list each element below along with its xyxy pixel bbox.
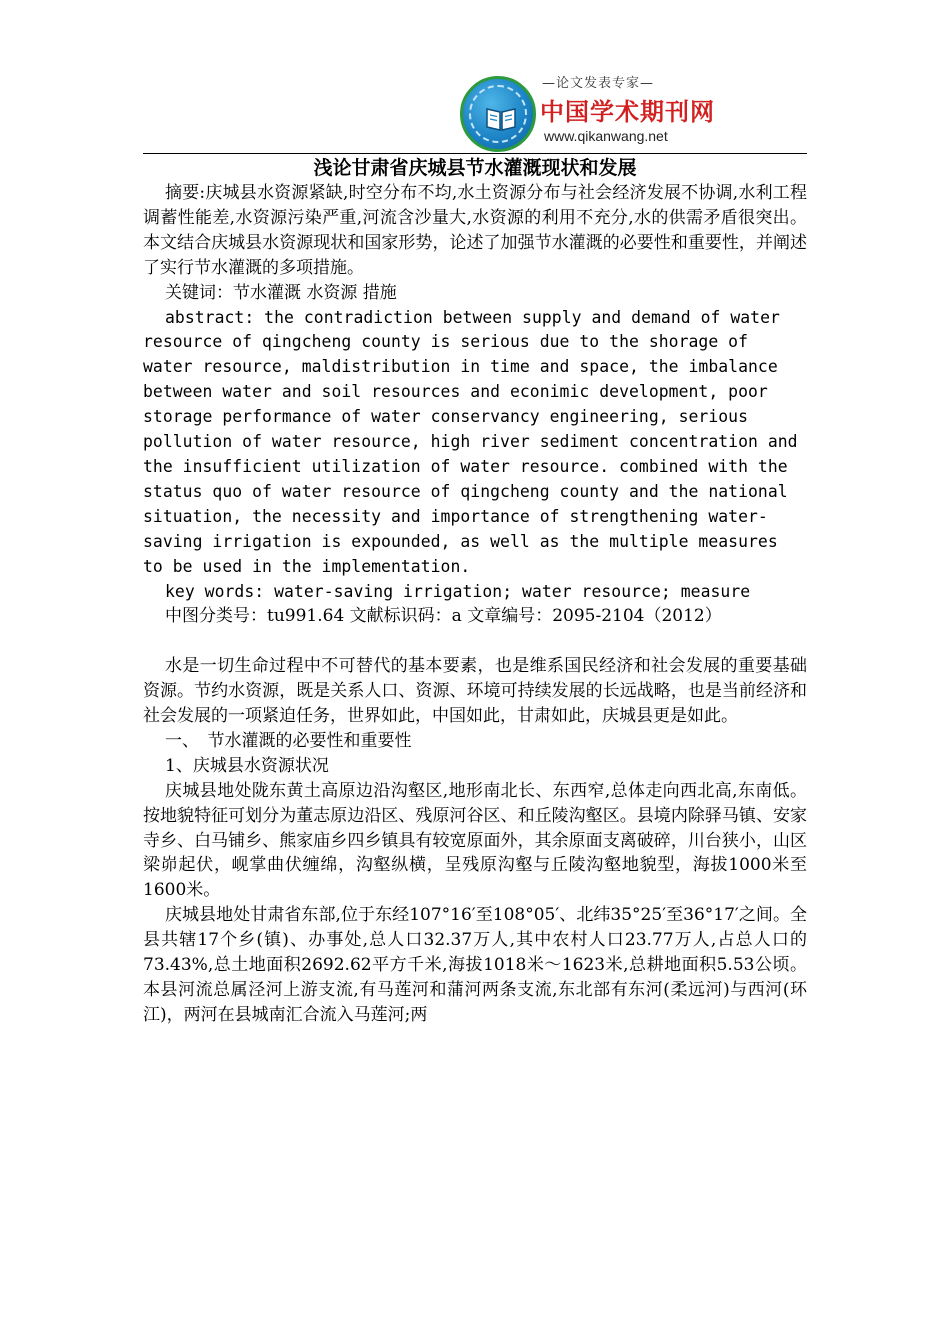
- logo-url: www.qikanwang.net: [544, 128, 668, 144]
- classification-info: 中图分类号：tu991.64 文献标识码：a 文章编号：2095-2104（2012）: [165, 606, 722, 627]
- subsection-heading: 1、庆城县水资源状况: [165, 755, 329, 776]
- keywords-en: key words: water-saving irrigation; water resource; measure: [165, 581, 751, 601]
- terrain-paragraph: 庆城县地处陇东黄土高原边沿沟壑区,地形南北长、东西窄,总体走向西北高,东南低。按地貌特征可划分为董志原边沿区、残原河谷区、和丘陵沟壑区。县境内除驿马镇、安家寺乡、白马铺乡、熊家庙乡四乡镇具有较宽原面外，其余原面支离破碎，川台狭小，山区梁峁起伏，岘掌曲伏缠绵，沟壑纵横，呈残原沟壑与丘陵沟壑地貌型，海拔1000米至1600米。: [143, 780, 807, 901]
- article-title: 浅论甘肃省庆城县节水灌溉现状和发展: [313, 157, 637, 179]
- logo-emblem: [460, 76, 536, 152]
- logo-brand-name: 中国学术期刊网: [540, 98, 715, 126]
- intro-paragraph: 水是一切生命过程中不可替代的基本要素，也是维系国民经济和社会发展的重要基础资源。节约水资源，既是关系人口、资源、环境可持续发展的长远战略，也是当前经济和社会发展的一项紧迫任务，世界如此，中国如此，甘肃如此，庆城县更是如此。: [143, 656, 807, 727]
- abstract-cn: 摘要:庆城县水资源紧缺,时空分布不均,水土资源分布与社会经济发展不协调,水利工程调蓄性能差,水资源污染严重,河流含沙量大,水资源的利用不充分,水的供需矛盾很突出。本文结合庆城县水资源现状和国家形势，论述了加强节水灌溉的必要性和重要性，并阐述了实行节水灌溉的多项措施。: [143, 183, 807, 278]
- open-book-logo-icon: [485, 103, 517, 133]
- site-logo[interactable]: [460, 70, 720, 154]
- abstract-en: abstract: the contradiction between supply and demand of water resource of qingcheng county is serious due to the shorage of water resource, maldistribution in time and space, the imbalance between water and soil resources and econimic development, poor storage performance of water conservancy engineering, serious pollution of water resource, high river sediment concentration and the insufficient utilization of water resource. combined with the status quo of water resource of qingcheng county and the national situation, the necessity and importance of strengthening water-saving irrigation is expounded, as well as the multiple measures to be used in the implementation.: [143, 307, 798, 576]
- keywords-cn: 关键词：节水灌溉 水资源 措施: [165, 282, 397, 303]
- header-divider: [143, 153, 807, 154]
- article-body: [143, 181, 807, 1028]
- section-heading: 一、 节水灌溉的必要性和重要性: [165, 730, 412, 751]
- blank-line: [143, 629, 807, 654]
- location-paragraph: 庆城县地处甘肃省东部,位于东经107°16′至108°05′、北纬35°25′至36°17′之间。全县共辖17个乡(镇)、办事处,总人口32.37万人,其中农村人口23.77万人,占总人口的73.43%,总土地面积2692.62平方千米,海拔1018米～1623米,总耕地面积5.53公顷。本县河流总属泾河上游支流,有马莲河和蒲河两条支流,东北部有东河(柔远河)与西河(环江)，两河在县城南汇合流入马莲河;两: [143, 905, 807, 1025]
- logo-slogan: —论文发表专家—: [542, 76, 655, 91]
